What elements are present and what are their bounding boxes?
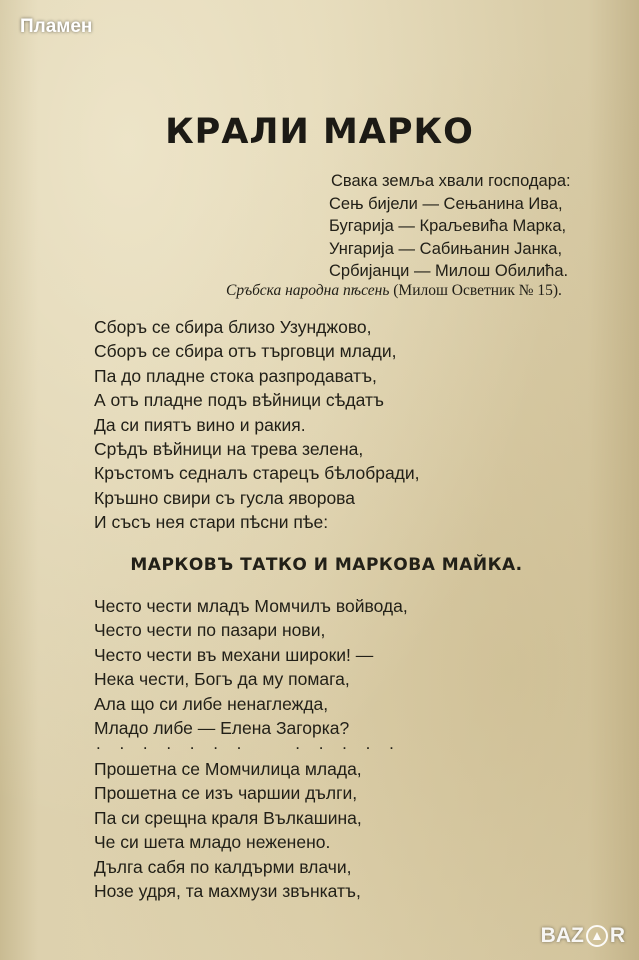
poem-line: Сборъ се сбира близо Узунджово, <box>94 317 372 337</box>
poem-line: А отъ пладне подъ вѣйници сѣдатъ <box>94 390 384 411</box>
epigraph-line: Свака земља хвали господара: <box>331 172 571 190</box>
poem-line: Дълга сабя по калдърми влачи, <box>94 856 352 877</box>
poem-line: Кръшно свири съ гусла яворова <box>94 487 356 508</box>
poem-line: Да си пиятъ вино и ракия. <box>94 414 306 435</box>
epigraph-line: Бугарија — Краљевића Марка, <box>329 217 567 235</box>
epigraph-line: Србијанци — Милош Обилића. <box>329 262 569 280</box>
poem-line: Прошетна се изъ чаршии дълги, <box>94 783 358 804</box>
poem-line: Често чести въ механи широки! — <box>94 644 374 665</box>
watermark-text-start: BAZ <box>540 924 584 947</box>
poem-line: Срѣдъ вѣйници на трева зелена, <box>94 439 364 460</box>
poem-line: Прошетна се Момчилица млада, <box>94 759 362 779</box>
poem-line: Па си срещна краля Вълкашина, <box>94 807 362 828</box>
bazar-a-icon <box>586 925 608 947</box>
ellipsis-divider: . . . . . . . . . . . . <box>96 734 401 753</box>
poem-line: Нозе удря, та махмузи звънкатъ, <box>94 881 361 902</box>
epigraph-line: Унгарија — Сабињанин Јанка, <box>329 239 563 258</box>
poem-line: Младо либе — Елена Загорка? <box>94 718 350 739</box>
poem-stanza-2 <box>94 594 408 740</box>
poem-line: Ала що си либе ненаглежда, <box>94 693 329 714</box>
poem-stanza-1 <box>94 315 420 535</box>
poem-line: Па до пладне стока разпродаватъ, <box>94 365 377 386</box>
poem-line: И съсъ нея стари пѣсни пѣе: <box>94 512 329 533</box>
seller-label[interactable]: Пламен <box>20 16 93 37</box>
poem-line: Кръстомъ седналъ старецъ бѣлобради, <box>94 463 420 484</box>
poem-line: Често чести по пазари нови, <box>94 620 326 641</box>
poem-line: Че си шета младо неженено. <box>94 832 331 853</box>
epigraph <box>329 170 571 283</box>
epigraph-source <box>226 282 562 300</box>
epigraph-line: Сењ бијели — Сењанина Ива, <box>329 194 563 213</box>
watermark-text-end: R <box>609 924 625 947</box>
source-reference: (Милош Осветник № 15). <box>393 282 562 299</box>
poem-line: Често чести младъ Момчилъ войвода, <box>94 596 408 616</box>
page-title: КРАЛИ МАРКО <box>165 112 474 152</box>
bazar-watermark-logo <box>541 924 625 948</box>
poem-line: Сборъ се сбира отъ търговци млади, <box>94 341 397 362</box>
source-title: Сръбска народна пѣсень <box>226 282 390 299</box>
poem-line: Нека чести, Богъ да му помага, <box>94 669 350 690</box>
section-heading: МАРКОВЪ ТАТКО И МАРКОВА МАЙКА. <box>130 555 523 575</box>
poem-stanza-3 <box>94 757 362 903</box>
